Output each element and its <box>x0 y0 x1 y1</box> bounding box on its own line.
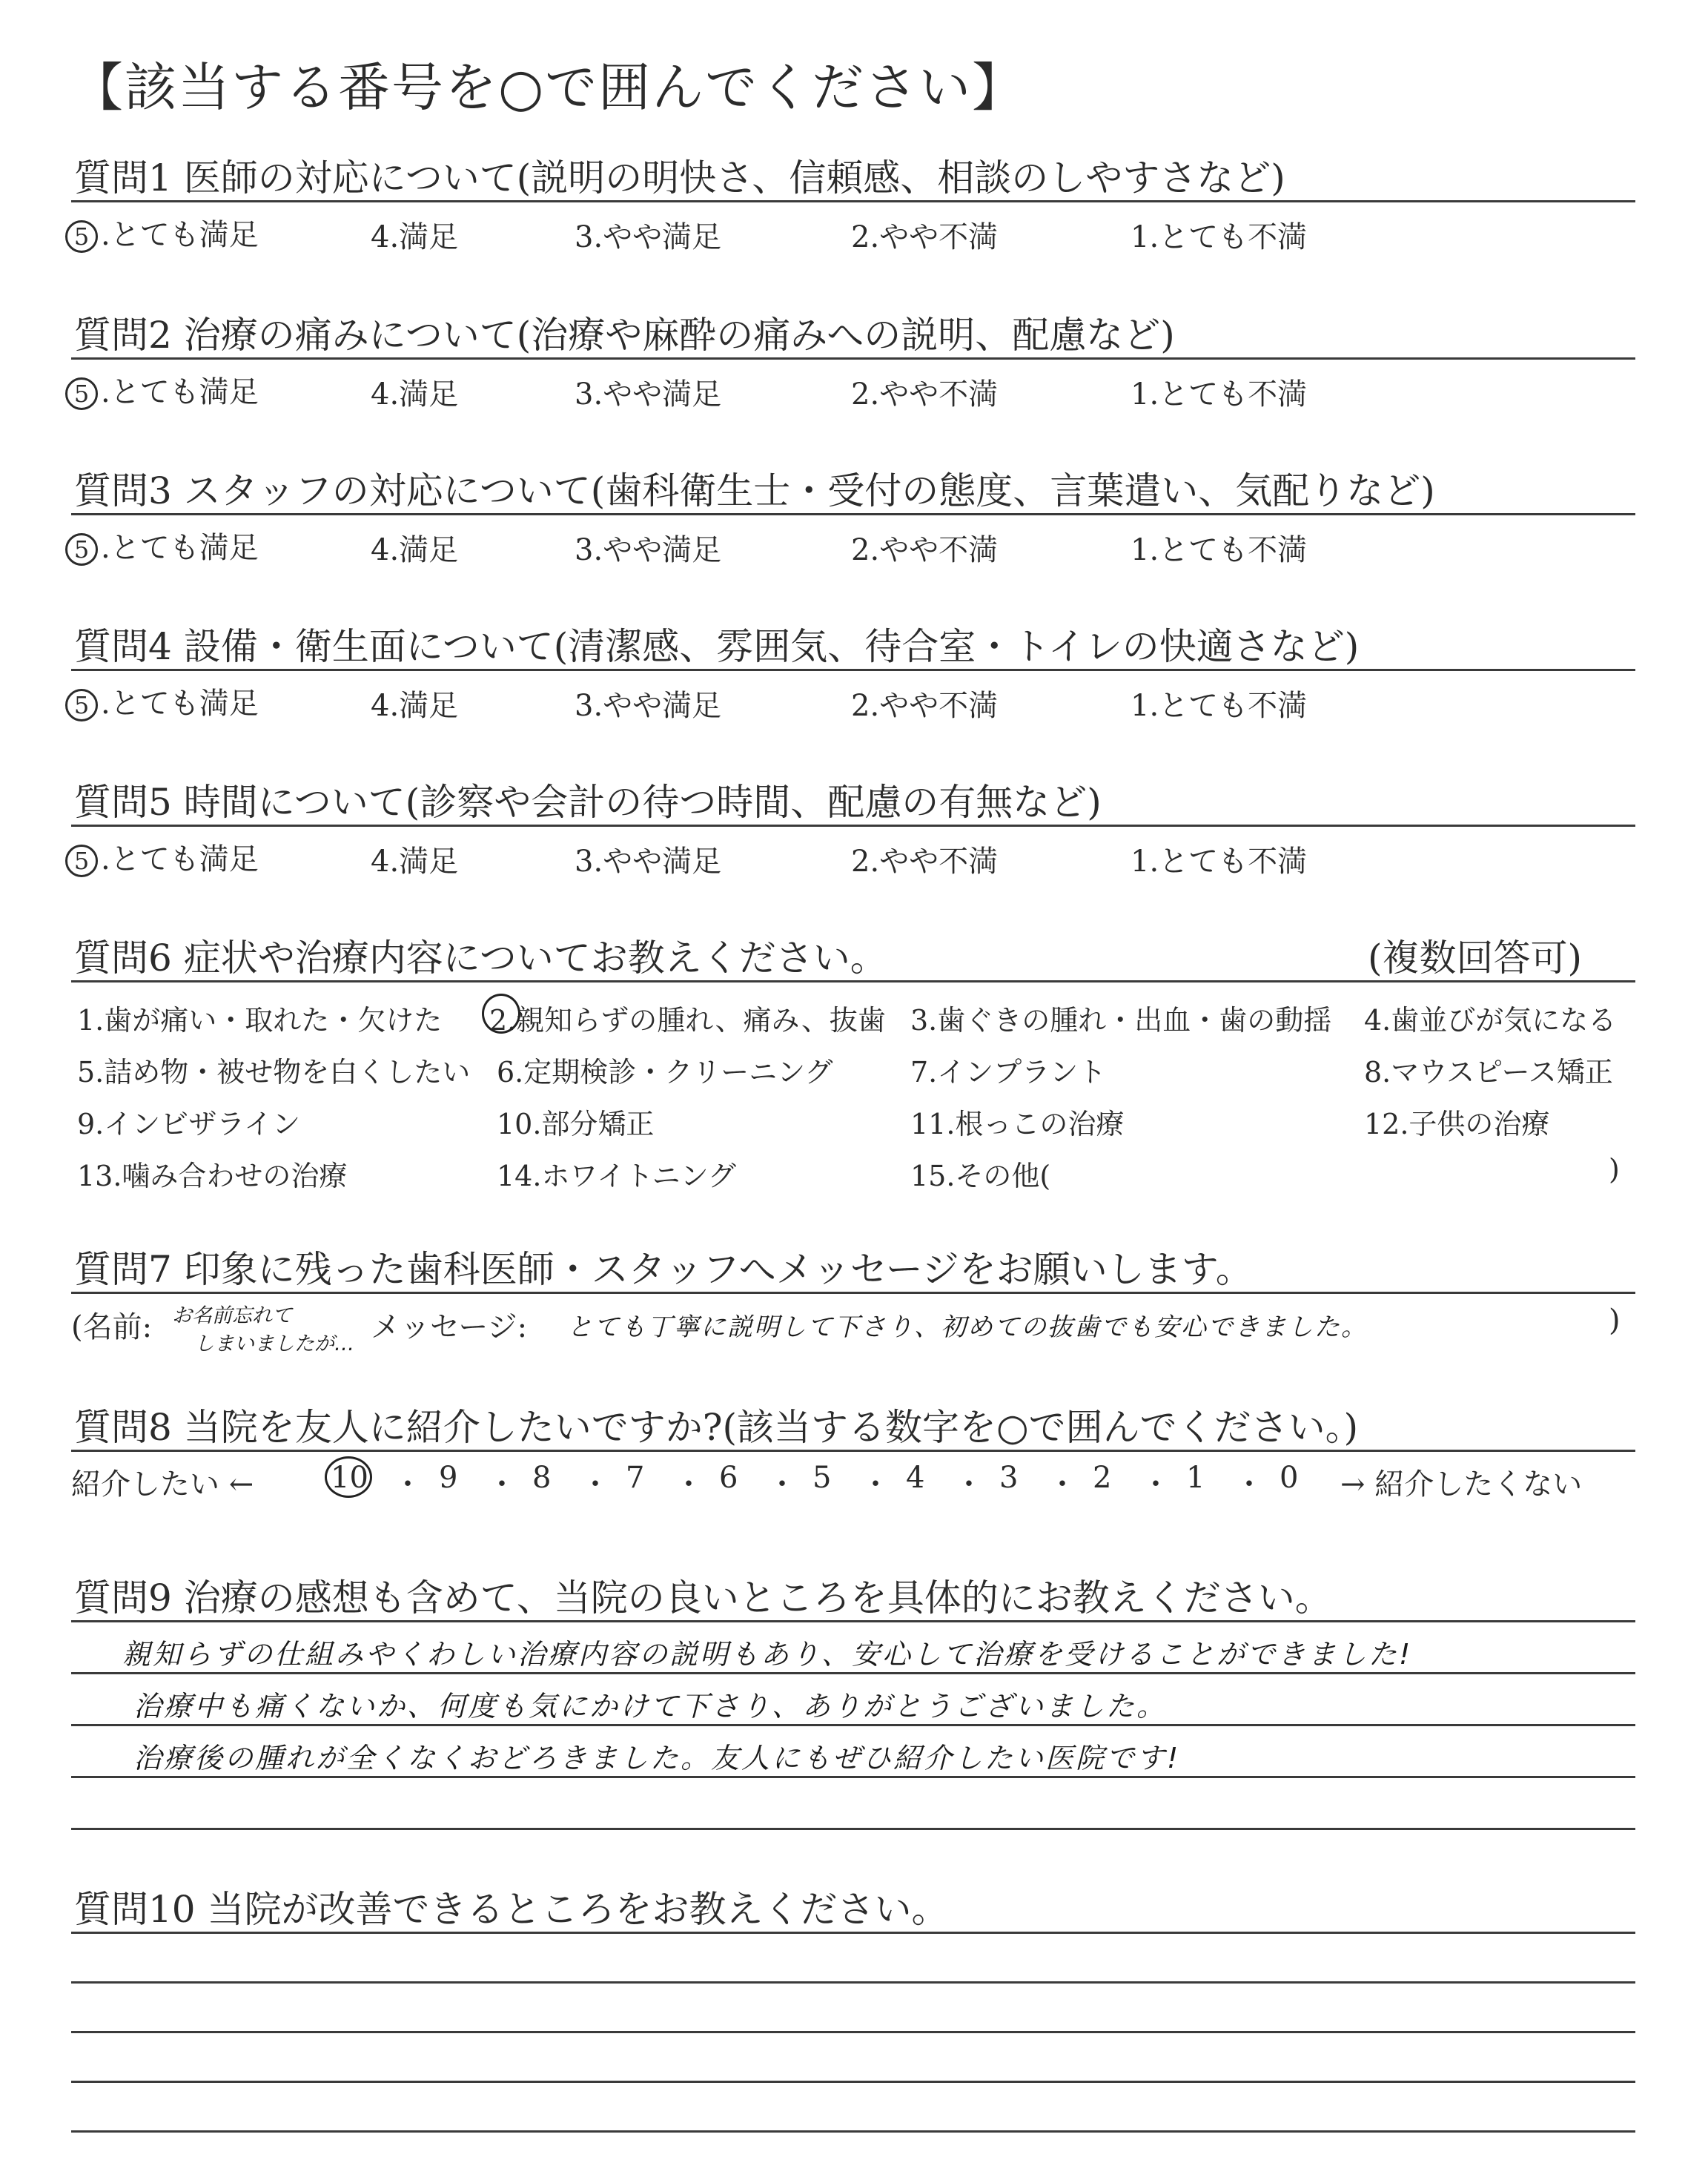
scale-dot: ・ <box>580 1467 610 1502</box>
circle-mark-icon: 5 <box>65 533 98 566</box>
option-5[interactable] <box>65 369 259 411</box>
message-handwritten[interactable]: とても丁寧に説明して下さり、初めての抜歯でも安心できました。 <box>567 1312 1368 1342</box>
ruled-line <box>71 1672 1635 1674</box>
ruled-line[interactable] <box>71 2081 1635 2083</box>
option-label: .とても満足 <box>101 375 259 409</box>
option-3[interactable]: 3.やや満足 <box>575 220 722 254</box>
option-label: .とても満足 <box>101 218 259 252</box>
divider <box>71 669 1635 671</box>
circle-mark-icon: 5 <box>65 377 98 410</box>
question-4-heading: 質問4 設備・衛生面について(清潔感、雰囲気、待合室・トイレの快適さなど) <box>74 625 1360 668</box>
symptom-option[interactable]: 13.噛み合わせの治療 <box>77 1160 348 1192</box>
scale-dot: ・ <box>393 1467 423 1502</box>
option-4[interactable]: 4.満足 <box>371 533 459 567</box>
question-1-heading: 質問1 医師の対応について(説明の明快さ、信頼感、相談のしやすさなど) <box>74 156 1285 199</box>
scale-4[interactable]: 4 <box>906 1461 925 1495</box>
scale-1[interactable]: 1 <box>1186 1461 1205 1495</box>
scale-dot: ・ <box>487 1467 517 1502</box>
scale-10[interactable]: 10 <box>331 1461 368 1495</box>
question-3-heading: 質問3 スタッフの対応について(歯科衛生士・受付の態度、言葉遣い、気配りなど) <box>74 469 1435 512</box>
recommend-left-label: 紹介したい ← <box>71 1467 254 1502</box>
divider <box>71 357 1635 360</box>
symptom-option[interactable]: 6.定期検診・クリーニング <box>497 1056 833 1089</box>
scale-2[interactable]: 2 <box>1093 1461 1112 1495</box>
question-5-heading: 質問5 時間について(診察や会計の待つ時間、配慮の有無など) <box>74 781 1102 824</box>
symptom-option[interactable]: 3.歯ぐきの腫れ・出血・歯の動揺 <box>910 1004 1332 1037</box>
ruled-line <box>71 1776 1635 1778</box>
name-label: (名前: <box>71 1310 153 1344</box>
divider <box>71 1450 1635 1452</box>
option-5[interactable] <box>65 680 259 722</box>
divider <box>71 1292 1635 1294</box>
option-2[interactable]: 2.やや不満 <box>851 689 999 723</box>
question-6-heading: 質問6 症状や治療内容についてお教えください。 <box>74 937 887 980</box>
option-4[interactable]: 4.満足 <box>371 845 459 879</box>
page-title: 【該当する番号を○で囲んでください】 <box>71 57 1026 118</box>
answer-line-2[interactable]: 治療中も痛くないか、何度も気にかけて下さり、ありがとうございました。 <box>133 1690 1168 1723</box>
scale-9[interactable]: 9 <box>439 1461 458 1495</box>
scale-dot: ・ <box>954 1467 984 1502</box>
symptom-option-selected[interactable]: 2.親知らずの腫れ、痛み、抜歯 <box>489 1004 886 1037</box>
symptom-option[interactable]: 4.歯並びが気になる <box>1364 1004 1617 1037</box>
scale-dot: ・ <box>861 1467 890 1502</box>
symptom-option[interactable]: 9.インビザライン <box>77 1108 301 1140</box>
option-1[interactable]: 1.とても不満 <box>1131 377 1308 412</box>
scale-0[interactable]: 0 <box>1280 1461 1299 1495</box>
selection-circle-icon <box>482 994 520 1034</box>
ruled-line <box>71 1724 1635 1726</box>
option-1[interactable]: 1.とても不満 <box>1131 689 1308 723</box>
answer-line-3[interactable]: 治療後の腫れが全くなくおどろきました。友人にもぜひ紹介したい医院です! <box>133 1742 1181 1774</box>
name-handwritten-line-2[interactable]: しまいましたが… <box>194 1332 354 1355</box>
symptom-option[interactable]: 8.マウスピース矯正 <box>1364 1056 1613 1089</box>
scale-dot: ・ <box>674 1467 704 1502</box>
option-3[interactable]: 3.やや満足 <box>575 377 722 412</box>
symptom-option-other[interactable]: 15.その他( <box>910 1160 1051 1192</box>
scale-dot: ・ <box>767 1467 797 1502</box>
circle-mark-icon: 5 <box>65 689 98 721</box>
ruled-line <box>71 1828 1635 1830</box>
circle-mark-icon: 5 <box>65 845 98 877</box>
divider <box>71 200 1635 202</box>
option-5[interactable] <box>65 211 259 254</box>
option-5[interactable] <box>65 524 259 567</box>
option-label: .とても満足 <box>101 842 259 876</box>
option-4[interactable]: 4.満足 <box>371 377 459 412</box>
scale-3[interactable]: 3 <box>999 1461 1019 1495</box>
option-3[interactable]: 3.やや満足 <box>575 845 722 879</box>
option-2[interactable]: 2.やや不満 <box>851 220 999 254</box>
option-label: .とても満足 <box>101 687 259 721</box>
option-1[interactable]: 1.とても不満 <box>1131 533 1308 567</box>
divider <box>71 1620 1635 1622</box>
question-2-heading: 質問2 治療の痛みについて(治療や麻酔の痛みへの説明、配慮など) <box>74 314 1175 357</box>
symptom-option[interactable]: 14.ホワイトニング <box>497 1160 737 1192</box>
ruled-line[interactable] <box>71 1981 1635 1984</box>
answer-line-1[interactable]: 親知らずの仕組みやくわしい治療内容の説明もあり、安心して治療を受けることができました! <box>122 1638 1413 1671</box>
option-1[interactable]: 1.とても不満 <box>1131 845 1308 879</box>
divider <box>71 1932 1635 1934</box>
option-4[interactable]: 4.満足 <box>371 220 459 254</box>
option-label: .とても満足 <box>101 531 259 565</box>
question-9-heading: 質問9 治療の感想も含めて、当院の良いところを具体的にお教えください。 <box>74 1576 1332 1619</box>
question-10-heading: 質問10 当院が改善できるところをお教えください。 <box>74 1888 949 1931</box>
message-label: メッセージ: <box>371 1310 528 1344</box>
divider <box>71 980 1635 982</box>
option-5[interactable] <box>65 836 259 878</box>
symptom-option[interactable]: 7.インプラント <box>910 1056 1107 1089</box>
symptom-option[interactable]: 1.歯が痛い・取れた・欠けた <box>77 1004 443 1037</box>
scale-5[interactable]: 5 <box>812 1461 832 1495</box>
scale-dot: ・ <box>1047 1467 1077 1502</box>
ruled-line[interactable] <box>71 2130 1635 2133</box>
option-3[interactable]: 3.やや満足 <box>575 689 722 723</box>
divider <box>71 825 1635 827</box>
option-2[interactable]: 2.やや不満 <box>851 845 999 879</box>
scale-6[interactable]: 6 <box>719 1461 738 1495</box>
option-4[interactable]: 4.満足 <box>371 689 459 723</box>
scale-7[interactable]: 7 <box>626 1461 645 1495</box>
question-6-note: (複数回答可) <box>1368 937 1583 980</box>
question-7-heading: 質問7 印象に残った歯科医師・スタッフへメッセージをお願いします。 <box>74 1248 1253 1291</box>
other-close-paren: ) <box>1609 1153 1620 1186</box>
scale-dot: ・ <box>1234 1467 1264 1502</box>
symptom-option[interactable]: 5.詰め物・被せ物を白くしたい <box>77 1056 471 1089</box>
scale-8[interactable]: 8 <box>532 1461 552 1495</box>
symptom-option[interactable]: 11.根っこの治療 <box>910 1108 1125 1140</box>
symptom-option[interactable]: 10.部分矯正 <box>497 1108 655 1140</box>
scale-dot: ・ <box>1141 1467 1171 1502</box>
circle-mark-icon: 5 <box>65 220 98 253</box>
divider <box>71 513 1635 515</box>
message-close-paren: ) <box>1609 1304 1621 1338</box>
question-8-heading: 質問8 当院を友人に紹介したいですか?(該当する数字を○で囲んでください。) <box>74 1406 1359 1449</box>
option-3[interactable]: 3.やや満足 <box>575 533 722 567</box>
name-handwritten-line-1[interactable]: お名前忘れて <box>172 1304 292 1327</box>
option-1[interactable]: 1.とても不満 <box>1131 220 1308 254</box>
option-2[interactable]: 2.やや不満 <box>851 377 999 412</box>
symptom-option[interactable]: 12.子供の治療 <box>1364 1108 1550 1140</box>
recommend-right-label: → 紹介したくない <box>1340 1467 1583 1502</box>
ruled-line[interactable] <box>71 2031 1635 2033</box>
option-2[interactable]: 2.やや不満 <box>851 533 999 567</box>
